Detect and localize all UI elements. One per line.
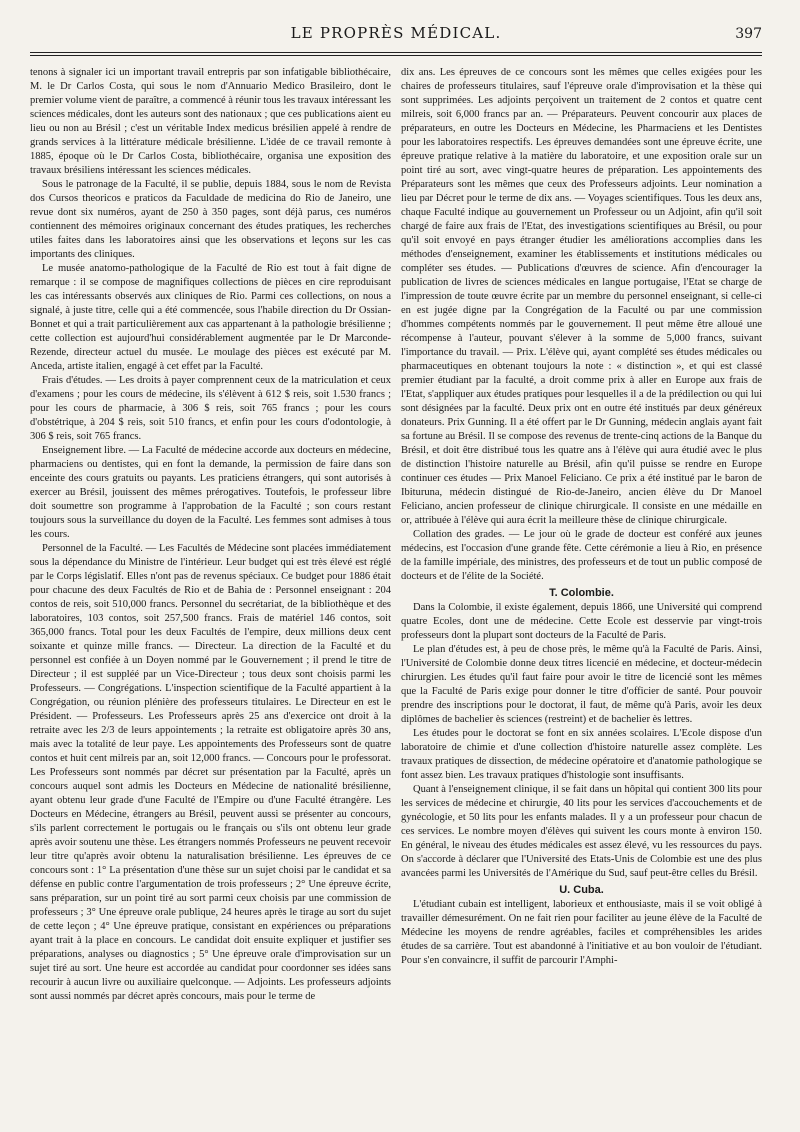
paragraph: tenons à signaler ici un important travail entrepris par son infatigable bibliothécaire, M. le Dr Carlos Costa, qui sous le nom d'Annuario Medico Brasileiro, dont le premier volume vient de paraître, a commencé à réunir tous les travaux intéressant les sciences médicales, dont les auteurs sont des nationaux ; que ces publications aient eu lieu ou non au Brésil ; c'est un véritable Index medicus brésilien appelé à rendre de grands services à la littérature médicale brésilienne. L'idée de ce travail remonte à 1885, époque où le Dr Carlos Costa, bibliothécaire, organisa une exposition des travaux brésiliens intéressant les sciences médicales. bbox=[30, 67, 391, 176]
paragraph: Quant à l'enseignement clinique, il se fait dans un hôpital qui contient 300 lits pour les services de médecine et chirurgie, 40 lits pour les services d'accouchements et de gynécologie, et 50 lits pour les enfants malades. Il y a un professeur pour chacun de ces services. Le nombre moyen d'élèves qui suivent les cours monte à environ 150. En général, le niveau des études médicales est assez élevé, vu les ressources du pays. On s'accorde à déclarer que l'Université des Etats-Unis de Colombie est une des plus avancées parmi les Universités de l'Amérique du Sud, sauf peut-être celles du Brésil. bbox=[401, 784, 762, 879]
paragraph: Les études pour le doctorat se font en six années scolaires. L'Ecole dispose d'un laboratoire de chimie et d'une collection d'histoire naturelle assez complète. Les travaux pratiques de dissection, de médecine opératoire et d'anatomie pathologique se font assez bien. Les travaux pratiques d'histologie sont insuffisants. bbox=[401, 728, 762, 781]
paragraph: Le plan d'études est, à peu de chose près, le même qu'à la Faculté de Paris. Ainsi, l'Université de Colombie donne deux titres licencié en médecine, et docteur-médecin chirurgien. Les études qu'il faut faire pour avoir le titre de licencié sont les mêmes que la Faculté de Paris exige pour donner le titre d'officier de santé. Pour pouvoir prendre des inscriptions pour le doctorat, il faut, de même qu'à Paris, avoir les deux diplômes de bachelier ès sciences (restreint) et de bachelier ès lettres. bbox=[401, 644, 762, 725]
paragraph: Sous le patronage de la Faculté, il se publie, depuis 1884, sous le nom de Revista dos Cursos theoricos e praticos da Faculdade de medicina do Rio de Janeiro, une revue dont six numéros, ayant de 250 à 350 pages, sont déjà parus, ces numéros contiennent des mémoires originaux concernant des études pratiques, les recherches utiles faites dans les laboratoires ainsi que les observations et leçons sur les cas importants des cliniques. bbox=[30, 179, 391, 260]
text-columns bbox=[30, 66, 762, 1106]
paragraph: Collation des grades. — Le jour où le grade de docteur est conféré aux jeunes médecins, est l'occasion d'une grande fête. Cette cérémonie a lieu à Rio, en présence de la famille impériale, des ministres, des professeurs et de tout un public composé de docteurs et de l'élite de la Société. bbox=[401, 529, 762, 582]
header-rule bbox=[30, 52, 762, 56]
section-heading: U. Cuba. bbox=[559, 884, 604, 896]
paragraph: L'étudiant cubain est intelligent, laborieux et enthousiaste, mais il se voit obligé à travailler démesurément. On ne fait rien pour faciliter au jeune élève de la Faculté de Médecine les moyens de rendre agréables, faciles et compréhensibles les arides études de sa carrière. Tout est abandonné à l'initiative et au bon vouloir de l'étudiant. Pour s'en convaincre, il suffit de parcourir l'Amphi- bbox=[401, 899, 762, 966]
paragraph: dix ans. Les épreuves de ce concours sont les mêmes que celles exigées pour les chaires de professeurs titulaires, sauf l'épreuve orale d'improvisation et la thèse qui sont supprimées. Les adjoints perçoivent un traitement de 2 contos et quatre cent milreis, soit 6,000 francs par an. — Préparateurs. Peuvent concourir aux places de préparateurs, en outre les Docteurs en Médecine, les Pharmaciens et les Dentistes pour les laboratoires respectifs. Les épreuves demandées sont une épreuve écrite, une épreuve pratique relative à la matière du laboratoire, et une exposition orale sur un point tiré au sort, avec vingt-quatre heures de préparation. Les appointements des Préparateurs sont les mêmes que ceux des Professeurs adjoints. Leur nomination a lieu par Décret pour le terme de dix ans. — Voyages scientifiques. Tous les deux ans, chaque Faculté indique au gouvernement un Professeur ou un Adjoint, afin qu'il soit chargé de faire aux frais de l'Etat, des investigations scientifiques au Brésil, ou pour qu'il soit envoyé en pays étranger étudier les améliorations accomplies dans les méthodes d'enseignement, examiner les établissements et institutions médicales ou compléter ses études. — Publications d'œuvres de science. Afin d'encourager la publication de livres de sciences médicales en langue portugaise, l'Etat se charge de l'impression de toute œuvre écrite par un membre du personnel enseignant, si celle-ci en est jugée digne par la Congrégation de la Faculté ou par une commission d'hommes compétents nommés par le gouvernement. Il peut même être alloué une récompense à l'auteur, pouvant s'élever à la somme de 5,000 francs, suivant l'importance du travail. — Prix. L'élève qui, ayant complété ses études médicales ou pharmaceutiques en obtenant toujours la note : « distinction », et qui est classé premier étudiant par la faculté, a droit comme prix à aller en Europe aux frais de l'Etat, s'appliquer aux études pratiques pour lesquelles il a de la prédilection ou qui lui sont désignées par la faculté. Deux prix ont en outre été institués par deux généreux donateurs. Prix Gunning. Il a été offert par le Dr Gunning, médecin anglais ayant fait sa fortune au Brésil. Il se compose des revenus de trente-cinq actions de la Banque du Brésil, et doit être distribué tous les quatre ans à l'élève qui aura étudié avec le plus de distinction l'histoire naturelle au Brésil, afin qu'il puisse se rendre en Europe continuer ces études — Prix Manoel Feliciano. Ce prix a été institué par le baron de Ibituruna, médecin distingué de Rio-de-Janeiro, ancien élève du Dr Manoel Feliciano, ancien professeur de clinique chirurgicale. Il consiste en une médaille en or, attribuée à l'élève qui aura écrit la meilleure thèse de clinique chirurgicale. bbox=[401, 67, 762, 526]
paragraph: Le musée anatomo-pathologique de la Faculté de Rio est tout à fait digne de remarque : il se compose de magnifiques collections de pièces en cire reproduisant les cas intéressants observés aux cliniques de Rio. Parmi ces collections, on nous a signalé, à juste titre, celle qui a été commencée, sous l'habile direction du Dr Ossian-Bonnet et qui a trait particulièrement aux cas appartenant à la pathologie brésilienne ; cette collection est aujourd'hui considérablement augmentée par le Dr Marconde-Rezende, directeur actuel du musée. Le moulage des pièces est exécuté par M. Anceda, artiste italien, engagé à cet effet par la Faculté. bbox=[30, 263, 391, 372]
right-column bbox=[401, 66, 762, 1106]
section-heading: T. Colombie. bbox=[549, 587, 614, 599]
paragraph: Frais d'études. — Les droits à payer comprennent ceux de la matriculation et ceux d'examens ; pour les cours de médecine, ils s'élèvent à 612 $ reis, soit 1.530 francs ; pour les cours de pharmacie, à 306 $ reis, soit 765 francs ; pour les cours d'obstétrique, à 204 $ reis, soit 510 francs, et enfin pour les cours d'odontologie, à 306 $ reis, soit 765 francs. bbox=[30, 375, 391, 442]
page-number: 397 bbox=[735, 26, 762, 42]
paragraph: Personnel de la Faculté. — Les Facultés de Médecine sont placées immédiatement sous la dépendance du Ministre de l'intérieur. Leur budget qui est très élevé est réglé par le Corps législatif. Elles n'ont pas de revenus spéciaux. Ce budget pour 1886 était pour chacune des deux Facultés de Rio et de Bahia de : Personnel enseignant : 204 contos de reis, soit 510,000 francs. Personnel du secrétariat, de la bibliothèque et des laboratoires, 103 contos, soit 257,500 francs. Frais de matériel 146 contos, soit 365,000 francs. Total pour les deux Facultés de l'empire, deux millions deux cent soixante et quinze mille francs. — Directeur. La direction de la Faculté et du personnel est confiée à un Doyen nommé par le Gouvernement ; il prend le titre de Directeur ; il est suppléé par un Vice-Directeur ; tous deux sont choisis parmi les Professeurs. — Congrégations. L'inspection scientifique de la Faculté appartient à la Congrégation, ou réunion plénière des professeurs titulaires. Le Directeur en est le Président. — Professeurs. Les Professeurs après 25 ans d'exercice ont droit à la retraite avec les 2/3 de leurs appointements ; la retraite est obligatoire après 30 ans, mais avec la totalité de leur paye. Les appointements des Professeurs sont de quatre contos et huit cent milreis par an, soit 12,000 francs. — Concours pour le professorat. Les Professeurs sont nommés par décret sur présentation par la Faculté, après un concours auquel sont admis les Docteurs en Médecine de nationalité brésilienne, ayant obtenu leur grade d'une Faculté de l'Empire ou d'une Faculté étrangère. Les Docteurs en Médecine, étrangers au Brésil, peuvent aussi se présenter au concours, s'ils parlent correctement le portugais ou le français ou s'ils ont obtenu leur grade après avoir soutenu une thèse. Les étrangers nommés Professeurs ne peuvent recevoir leur titre qu'après avoir obtenu la naturalisation brésilienne. Les épreuves de ce concours sont : 1° La présentation d'une thèse sur un sujet choisi par le candidat et sa défense en public contre l'argumentation de trois professeurs ; 2° Une épreuve écrite, sans préparation, sur un point tiré au sort parmi ceux choisis par une commission de professeurs ; 3° Une épreuve orale publique, 24 heures après le tirage au sort du sujet de cette leçon ; 4° Une épreuve pratique, consistant en expériences ou préparations ayant trait à la place en concours. Le candidat doit ensuite expliquer et justifier ses préparations, analyses ou diagnostics ; 5° Une épreuve orale d'improvisation sur un sujet tiré au sort. Une heure est accordée au candidat pour coordonner ses idées sans recourir à aucun livre ou auxiliaire quelconque. — Adjoints. Les professeurs adjoints sont aussi nommés par décret après concours, mais pour le terme de bbox=[30, 543, 391, 1002]
journal-title: LE PROPRÈS MÉDICAL. bbox=[290, 24, 502, 42]
paragraph: Dans la Colombie, il existe également, depuis 1866, une Université qui comprend quatre Ecoles, dont une de médecine. Cette Ecole est desservie par vingt-trois professeurs dont la plupart sont docteurs de la Faculté de Paris. bbox=[401, 602, 762, 641]
paragraph: Enseignement libre. — La Faculté de médecine accorde aux docteurs en médecine, pharmaciens ou dentistes, qui en font la demande, la permission de faire dans son enceinte des cours gratuits ou payants. Les praticiens étrangers, qui sont autorisés à exercer au Brésil, jouissent des mêmes prérogatives. Toutefois, le professeur libre doit soumettre son programme à l'approbation de la Faculté ; son cours restant toujours sous la surveillance du doyen de la Faculté. Les femmes sont admises à tous les cours. bbox=[30, 445, 391, 540]
page-header bbox=[30, 24, 762, 46]
left-column bbox=[30, 66, 391, 1106]
